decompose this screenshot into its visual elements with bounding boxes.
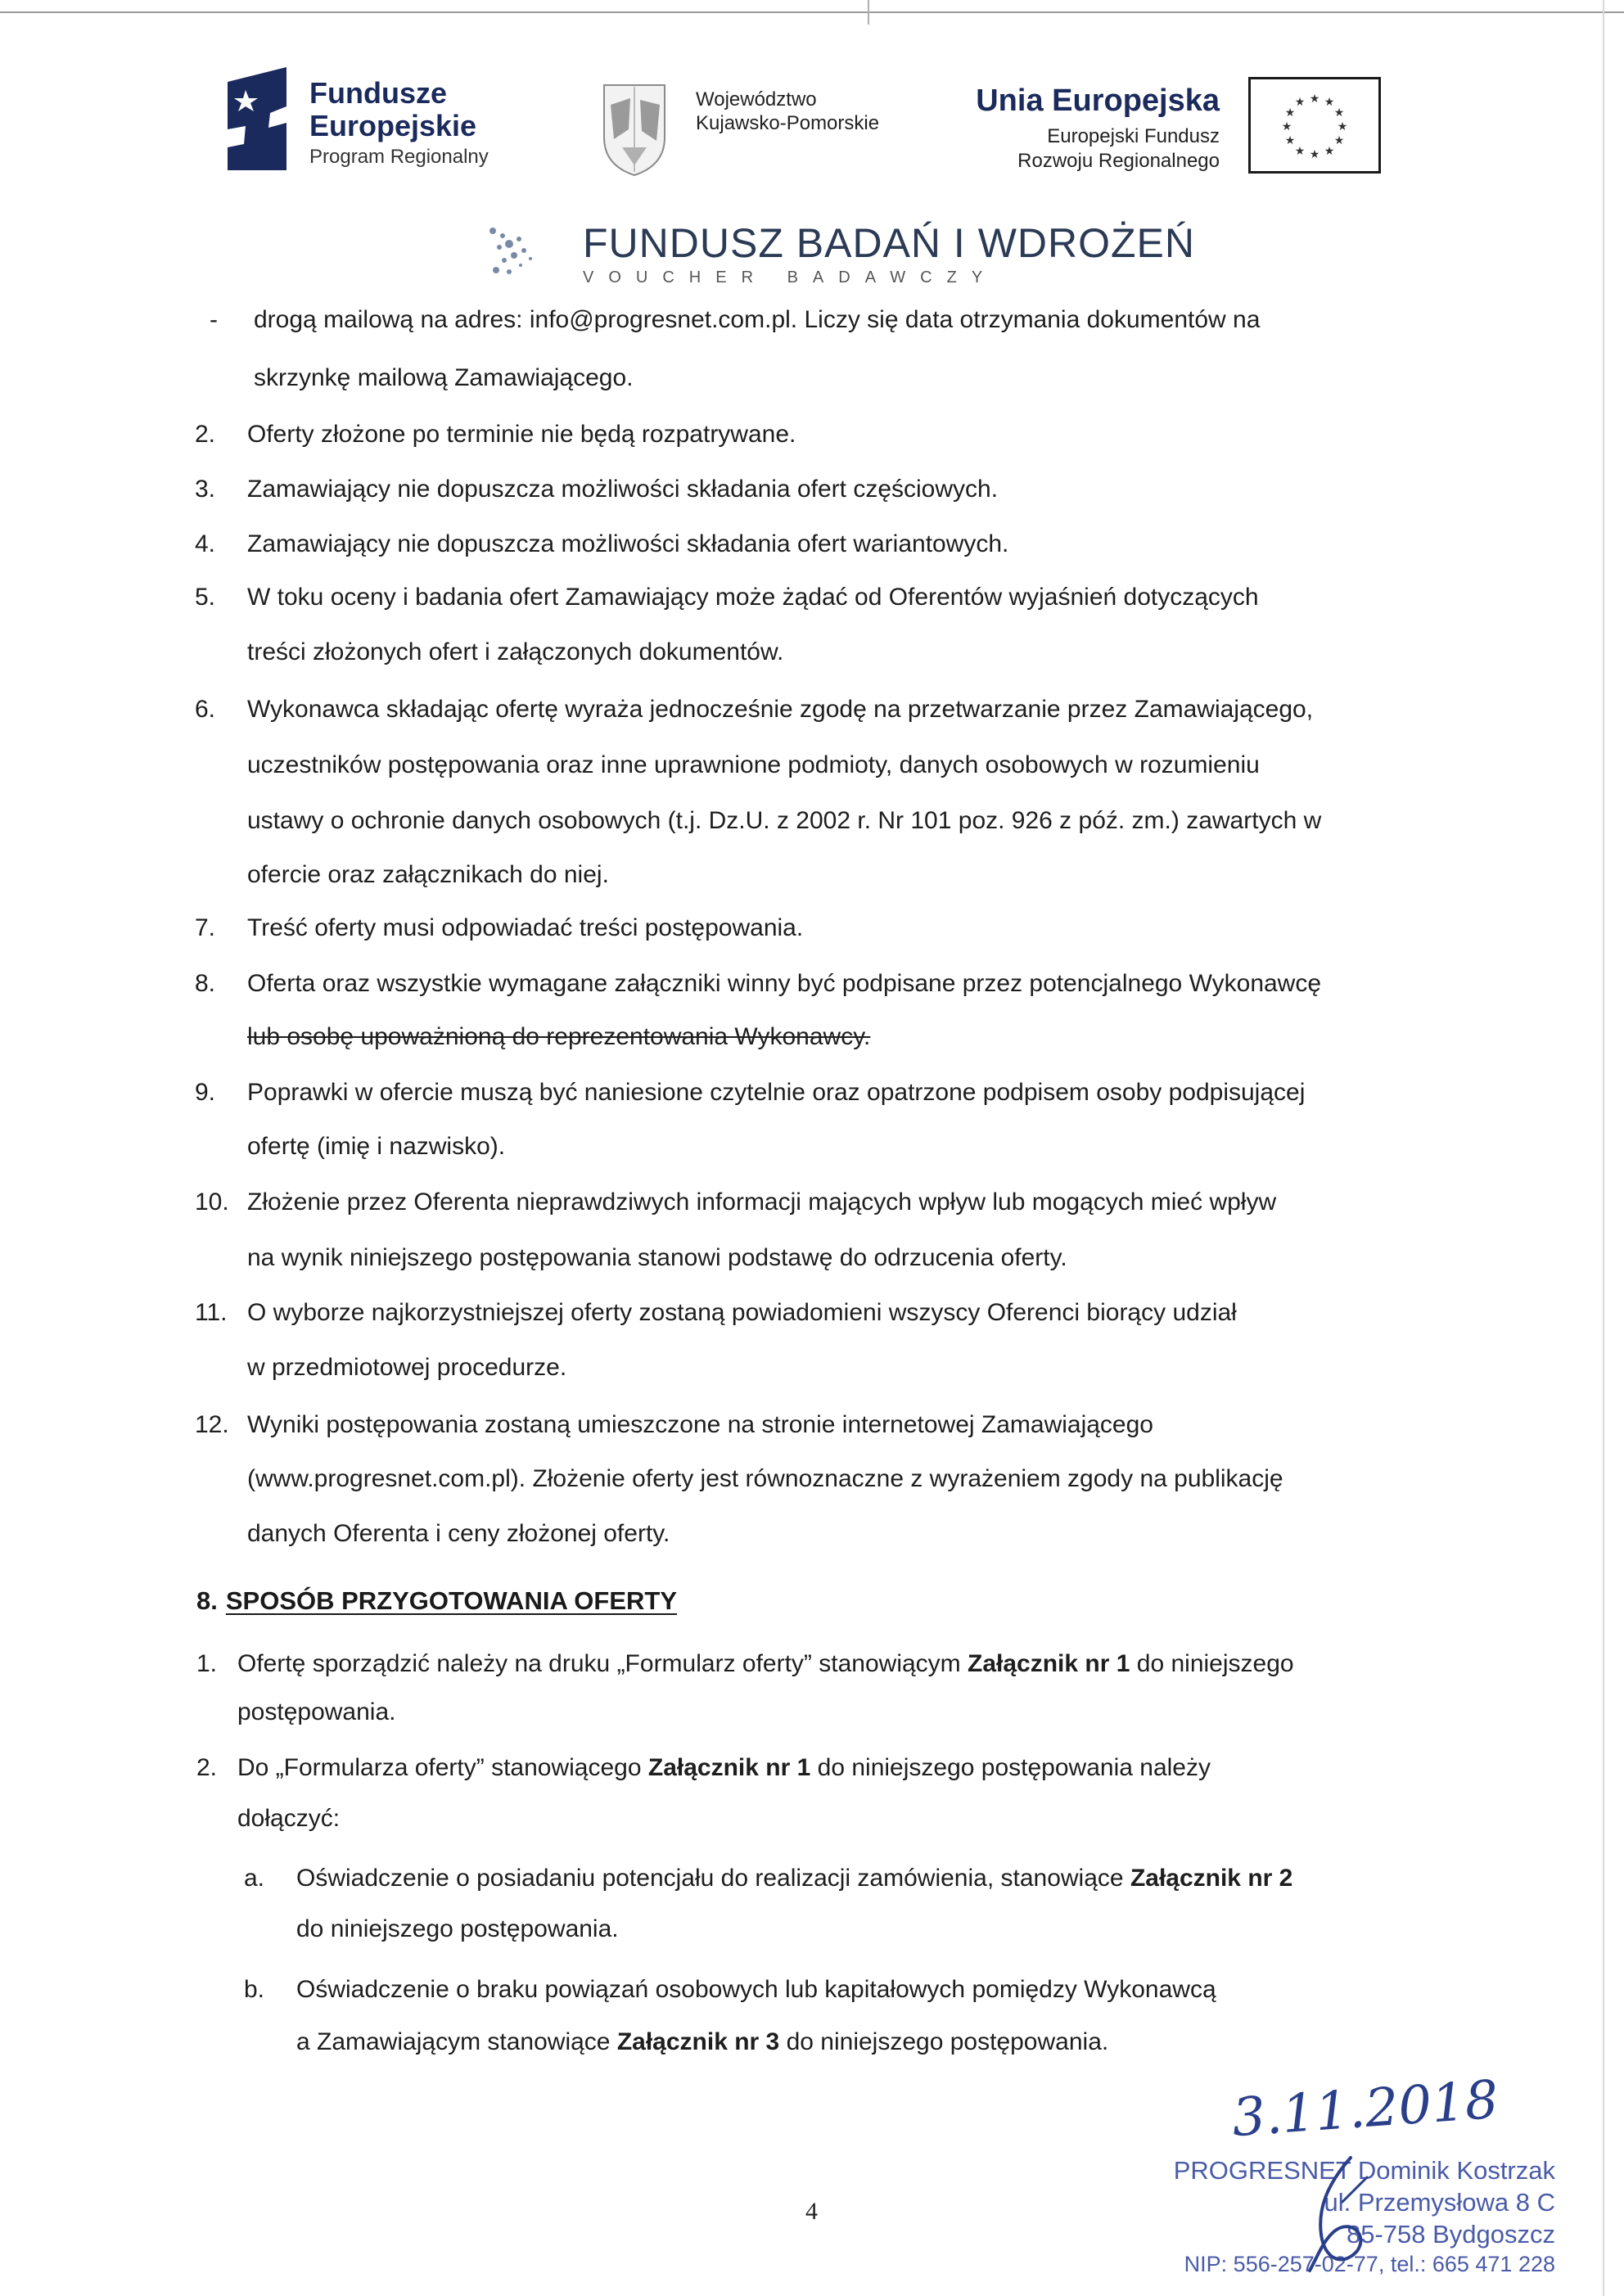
item-6-line-4: ofercie oraz załącznikach do niej.: [247, 861, 609, 888]
section-8-title: SPOSÓB PRZYGOTOWANIA OFERTY: [225, 1586, 678, 1615]
svg-text:★: ★: [1333, 134, 1345, 147]
s8-point-2-line-2: dołączyć:: [237, 1805, 341, 1832]
item-9-line-1: Poprawki w ofercie muszą być naniesione czytelnie oraz opatrzone podpisem osoby podpisującej: [247, 1079, 1306, 1106]
s8-sub-b-line-1: Oświadczenie o braku powiązań osobowych lub kapitałowych pomiędzy Wykonawcą: [296, 1976, 1216, 2003]
ue-line1: Unia Europejska: [976, 83, 1220, 118]
item-10-line-2: na wynik niniejszego postępowania stanowi podstawę do odrzucenia oferty.: [247, 1244, 1067, 1271]
s8-p1-text-a: Ofertę sporządzić należy na druku „Formularz oferty” stanowiącym: [237, 1650, 961, 1677]
s8-point-1-line-2: postępowania.: [237, 1698, 396, 1725]
item-4-text: Zamawiający nie dopuszcza możliwości składania ofert wariantowych.: [247, 530, 1009, 557]
s8-sub-b-letter: b.: [244, 1976, 265, 2003]
item-5-number: 5.: [195, 584, 216, 611]
item-2-number: 2.: [195, 421, 216, 448]
item-6-line-1: Wykonawca składając ofertę wyraża jednocześnie zgodę na przetwarzanie przez Zamawiającego,: [247, 696, 1314, 723]
wojewodztwo-label: [696, 88, 879, 136]
item-6-number: 6.: [195, 696, 216, 723]
item-11-line-1: O wyborze najkorzystniejszej oferty zostaną powiadomieni wszyscy Oferenci biorący udział: [247, 1299, 1237, 1326]
fundusz-badan-title: FUNDUSZ BADAŃ I WDROŻEŃ: [583, 220, 1195, 266]
ue-line2: Europejski Fundusz: [1047, 124, 1220, 147]
item-9-number: 9.: [195, 1079, 216, 1106]
stamp-line-4: NIP: 556-257-02-77, tel.: 665 471 228: [1184, 2252, 1555, 2277]
item-7-number: 7.: [195, 914, 216, 941]
fundusz-badan-dots-icon: [485, 223, 558, 288]
item-6-line-2: uczestników postępowania oraz inne uprawnione podmioty, danych osobowych w rozumieniu: [247, 751, 1260, 778]
item-11-line-2: w przedmiotowej procedurze.: [247, 1354, 567, 1381]
item-3-text: Zamawiający nie dopuszcza możliwości składania ofert częściowych.: [247, 476, 999, 503]
item-2-text: Oferty złożone po terminie nie będą rozpatrywane.: [247, 421, 796, 448]
svg-text:★: ★: [1284, 134, 1296, 147]
intro-line-1: [254, 306, 1432, 334]
kp-line1: Województwo: [696, 88, 817, 111]
item-12-line-1: Wyniki postępowania zostaną umieszczone na stronie internetowej Zamawiającego: [247, 1411, 1153, 1438]
scan-right-edge: [1603, 0, 1604, 2296]
s8-p2-attachment: Załącznik nr 1: [647, 1754, 811, 1781]
svg-text:★: ★: [1294, 96, 1306, 109]
s8-p1-text-c: do niniejszego: [1136, 1650, 1294, 1677]
s8-point-1-line-1: [237, 1650, 1294, 1678]
svg-text:★: ★: [1337, 120, 1348, 133]
s8-b-text-a: a Zamawiającym stanowiące: [296, 2028, 611, 2055]
ue-line3: Rozwoju Regionalnego: [1017, 149, 1220, 172]
item-10-number: 10.: [195, 1189, 229, 1216]
fe-line1: Fundusze: [309, 76, 447, 110]
item-12-line-3: danych Oferenta i ceny złożonej oferty.: [247, 1520, 670, 1547]
item-10-line-1: Złożenie przez Oferenta nieprawdziwych informacji mających wpływ lub mogących mieć wpływ: [247, 1189, 1277, 1216]
item-5-line-2: treści złożonych ofert i załączonych dokumentów.: [247, 638, 784, 665]
svg-text:★: ★: [1309, 148, 1320, 161]
svg-text:★: ★: [1309, 92, 1320, 106]
stamp-line-1: PROGRESNET Dominik Kostrzak: [1173, 2156, 1555, 2185]
fundusze-europejskie-logo-icon: [221, 65, 296, 172]
section-8-number: 8.: [196, 1586, 218, 1615]
item-12-line-2: (www.progresnet.com.pl). Złożenie oferty jest równoznaczne z wyrażeniem zgody na publikację: [247, 1465, 1283, 1492]
stamp-line-2: ul. Przemysłowa 8 C: [1324, 2188, 1555, 2217]
item-11-number: 11.: [195, 1299, 228, 1326]
svg-text:★: ★: [1324, 96, 1335, 109]
svg-text:★: ★: [1294, 145, 1306, 158]
s8-p1-attachment: Załącznik nr 1: [968, 1650, 1130, 1677]
fe-line2: Europejskie: [309, 109, 477, 142]
item-6-line-3: ustawy o ochronie danych osobowych (t.j. Dz.U. z 2002 r. Nr 101 poz. 926 z póź. zm.) zawartych w: [247, 807, 1322, 834]
kujawsko-pomorskie-coat-of-arms-icon: [598, 80, 671, 178]
svg-text:★: ★: [1333, 106, 1345, 120]
svg-text:★: ★: [1281, 120, 1292, 133]
s8-p2-text-a: Do „Formularza oferty” stanowiącego: [237, 1754, 642, 1781]
eu-flag-icon: [1248, 77, 1381, 174]
s8-point-2-line-1: [237, 1754, 1211, 1782]
item-5-line-1: W toku oceny i badania ofert Zamawiający może żądać od Oferentów wyjaśnień dotyczących: [247, 584, 1259, 611]
handwritten-signature-icon: [1293, 2153, 1383, 2276]
scan-edge-mark: [868, 0, 869, 25]
stamp-line-3: 85-758 Bydgoszcz: [1346, 2220, 1555, 2249]
item-9-line-2: ofertę (imię i nazwisko).: [247, 1133, 506, 1160]
fe-line3: Program Regionalny: [309, 146, 489, 168]
voucher-badawczy-subtitle: VOUCHER BADAWCZY: [583, 268, 998, 286]
s8-point-1-number: 1.: [196, 1650, 218, 1677]
s8-sub-a-line-1: [296, 1865, 1292, 1892]
item-3-number: 3.: [195, 476, 216, 503]
item-8-line-1: Oferta oraz wszystkie wymagane załączniki winny być podpisane przez potencjalnego Wykonawcę: [247, 970, 1322, 997]
item-12-number: 12.: [195, 1411, 229, 1438]
item-4-number: 4.: [195, 530, 216, 557]
item-8-number: 8.: [195, 970, 216, 997]
s8-b-attachment: Załącznik nr 3: [616, 2028, 780, 2055]
s8-a-attachment: Załącznik nr 2: [1130, 1865, 1293, 1892]
intro-line-2: skrzynkę mailową Zamawiającego.: [254, 364, 634, 391]
page-number: 4: [805, 2198, 818, 2225]
handwritten-date: 3.11.2018: [1229, 2069, 1500, 2149]
unia-europejska-label: [966, 82, 1220, 174]
s8-b-text-c: do niniejszego postępowania.: [786, 2028, 1109, 2055]
intro-dash: -: [210, 306, 218, 333]
s8-sub-a-letter: a.: [244, 1865, 265, 1892]
s8-a-text-a: Oświadczenie o posiadaniu potencjału do realizacji zamówienia, stanowiące: [296, 1865, 1124, 1892]
s8-sub-b-line-2: [296, 2028, 1108, 2056]
scan-top-line: [0, 11, 1624, 13]
svg-text:★: ★: [1324, 145, 1335, 158]
item-8-line-2-struck: lub osobę upoważnioną do reprezentowania Wykonawcy.: [247, 1023, 871, 1050]
fundusze-europejskie-label: [309, 76, 489, 168]
kp-line2: Kujawsko-Pomorskie: [696, 111, 880, 134]
section-8-heading: [196, 1586, 677, 1616]
s8-p2-text-c: do niniejszego postępowania należy: [817, 1754, 1211, 1781]
s8-sub-a-line-2: do niniejszego postępowania.: [296, 1915, 619, 1942]
item-7-text: Treść oferty musi odpowiadać treści postępowania.: [247, 914, 804, 941]
s8-point-2-number: 2.: [196, 1754, 218, 1781]
intro-line-1-text: drogą mailową na adres: info@progresnet.com.pl. Liczy się data otrzymania dokumentów na: [254, 306, 1261, 333]
svg-text:★: ★: [1284, 106, 1296, 120]
